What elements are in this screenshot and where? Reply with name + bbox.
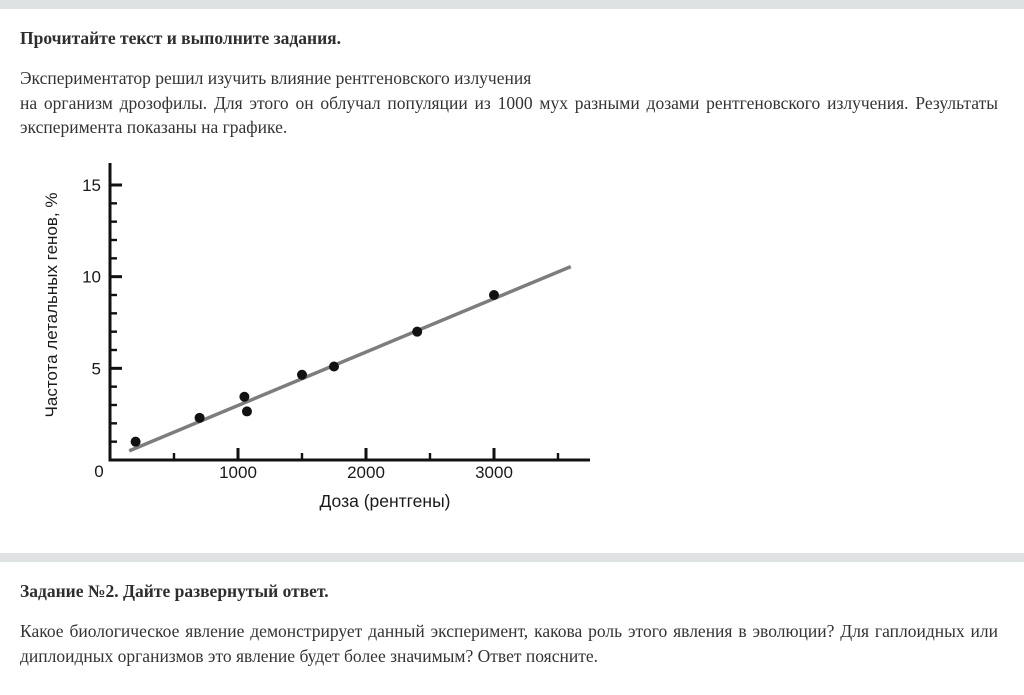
dose-lethal-genes-chart (30, 155, 610, 527)
section2-heading: Задание №2. Дайте развернутый ответ. (20, 581, 329, 601)
data-point (195, 413, 205, 423)
y-tick-label: 15 (82, 176, 101, 195)
x-tick-label: 2000 (347, 463, 385, 482)
y-tick-label: 10 (82, 267, 101, 287)
section1-heading: Прочитайте текст и выполните задания. (20, 28, 342, 48)
x-tick-label: 1000 (219, 463, 257, 482)
intro-paragraph-rest: на организм дрозофилы. Для этого он облучал популяции из 1000 мух разными дозами рентгеновского излучения. Результаты эксперимента показаны на графике. (20, 92, 998, 138)
intro-paragraph (20, 66, 998, 140)
intro-paragraph-line1: Экспериментатор решил изучить влияние рентгеновского излучения (20, 68, 532, 88)
question-paragraph: Какое биологическое явление демонстрирует данный эксперимент, какова роль этого явления в эволюции? Для гаплоидных или диплоидных организмов это явление будет более значимым? Ответ поясните. (20, 621, 998, 666)
trend-line (129, 267, 571, 451)
axes (110, 163, 590, 460)
data-point (242, 406, 252, 416)
data-point (131, 437, 141, 447)
data-point (297, 370, 307, 380)
data-point (239, 392, 249, 402)
data-point (329, 362, 339, 372)
top-divider-bar (0, 0, 1024, 9)
data-point (489, 290, 499, 300)
scatter-plot-svg (30, 155, 610, 527)
x-axis-title: Доза (рентгены) (319, 491, 451, 511)
y-axis-title: Частота летальных генов, % (42, 192, 61, 418)
data-point (412, 327, 422, 337)
origin-tick-label: 0 (94, 462, 104, 481)
y-tick-label: 5 (91, 359, 101, 379)
section-divider-bar (0, 553, 1024, 562)
x-tick-label: 3000 (475, 463, 513, 482)
